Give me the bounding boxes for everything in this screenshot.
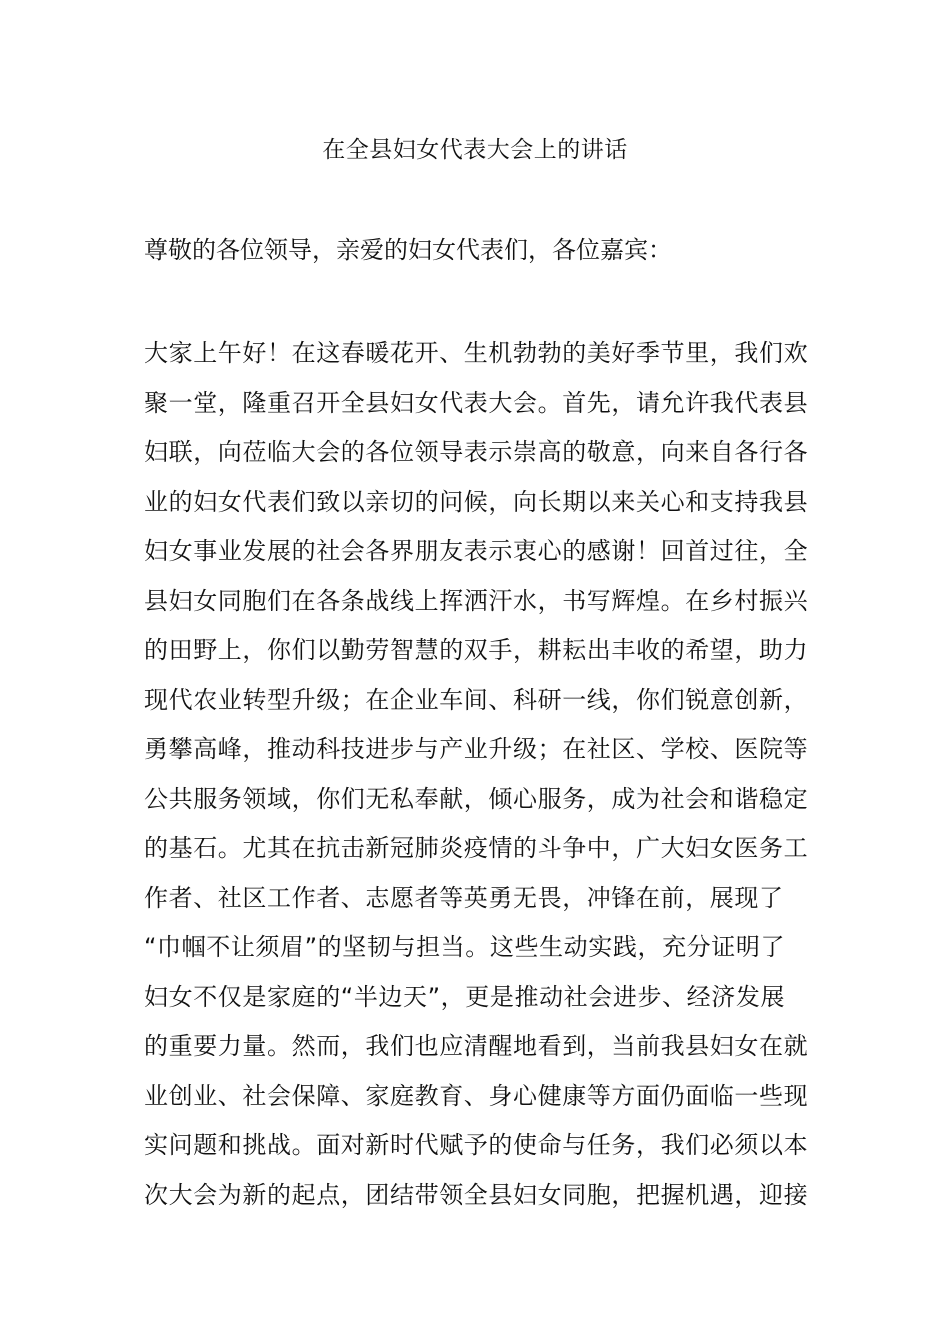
salutation: 尊敬的各位领导，亲爱的妇女代表们，各位嘉宾： bbox=[144, 236, 672, 264]
body-line: “巾帼不让须眉”的坚韧与担当。这些生动实践，充分证明了 bbox=[144, 933, 786, 961]
body-line: 作者、社区工作者、志愿者等英勇无畏，冲锋在前，展现了 bbox=[144, 883, 784, 912]
body-line: 大家上午好！在这春暖花开、生机勃勃的美好季节里，我们欢 bbox=[144, 339, 809, 367]
body-line: 勇攀高峰，推动科技进步与产业升级；在社区、学校、医院等 bbox=[144, 735, 809, 763]
body-paragraph bbox=[144, 333, 809, 1224]
body-line: 业创业、社会保障、家庭教育、身心健康等方面仍面临一些现 bbox=[144, 1081, 809, 1110]
body-line: 业的妇女代表们致以亲切的问候，向长期以来关心和支持我县 bbox=[144, 487, 809, 516]
body-line: 的重要力量。然而，我们也应清醒地看到，当前我县妇女在就 bbox=[144, 1032, 809, 1060]
body-line: 妇女不仅是家庭的“半边天”，更是推动社会进步、经济发展 bbox=[144, 982, 786, 1011]
body-line: 次大会为新的起点，团结带领全县妇女同胞，把握机遇，迎接 bbox=[144, 1180, 809, 1209]
body-line: 公共服务领域，你们无私奉献，倾心服务，成为社会和谐稳定 bbox=[144, 784, 809, 813]
body-line: 的田野上，你们以勤劳智慧的双手，耕耘出丰收的希望，助力 bbox=[144, 636, 809, 664]
body-line: 实问题和挑战。面对新时代赋予的使命与任务，我们必须以本 bbox=[144, 1131, 809, 1159]
body-line: 的基石。尤其在抗击新冠肺炎疫情的斗争中，广大妇女医务工 bbox=[144, 834, 809, 862]
body-line: 妇联，向莅临大会的各位领导表示崇高的敬意，向来自各行各 bbox=[144, 438, 809, 466]
document-title: 在全县妇女代表大会上的讲话 bbox=[322, 137, 628, 163]
body-line: 聚一堂，隆重召开全县妇女代表大会。首先，请允许我代表县 bbox=[144, 388, 809, 417]
body-line: 妇女事业发展的社会各界朋友表示衷心的感谢！回首过往，全 bbox=[144, 537, 809, 565]
body-line: 现代农业转型升级；在企业车间、科研一线，你们锐意创新， bbox=[144, 685, 809, 714]
body-line: 县妇女同胞们在各条战线上挥洒汗水，书写辉煌。在乡村振兴 bbox=[144, 586, 809, 615]
